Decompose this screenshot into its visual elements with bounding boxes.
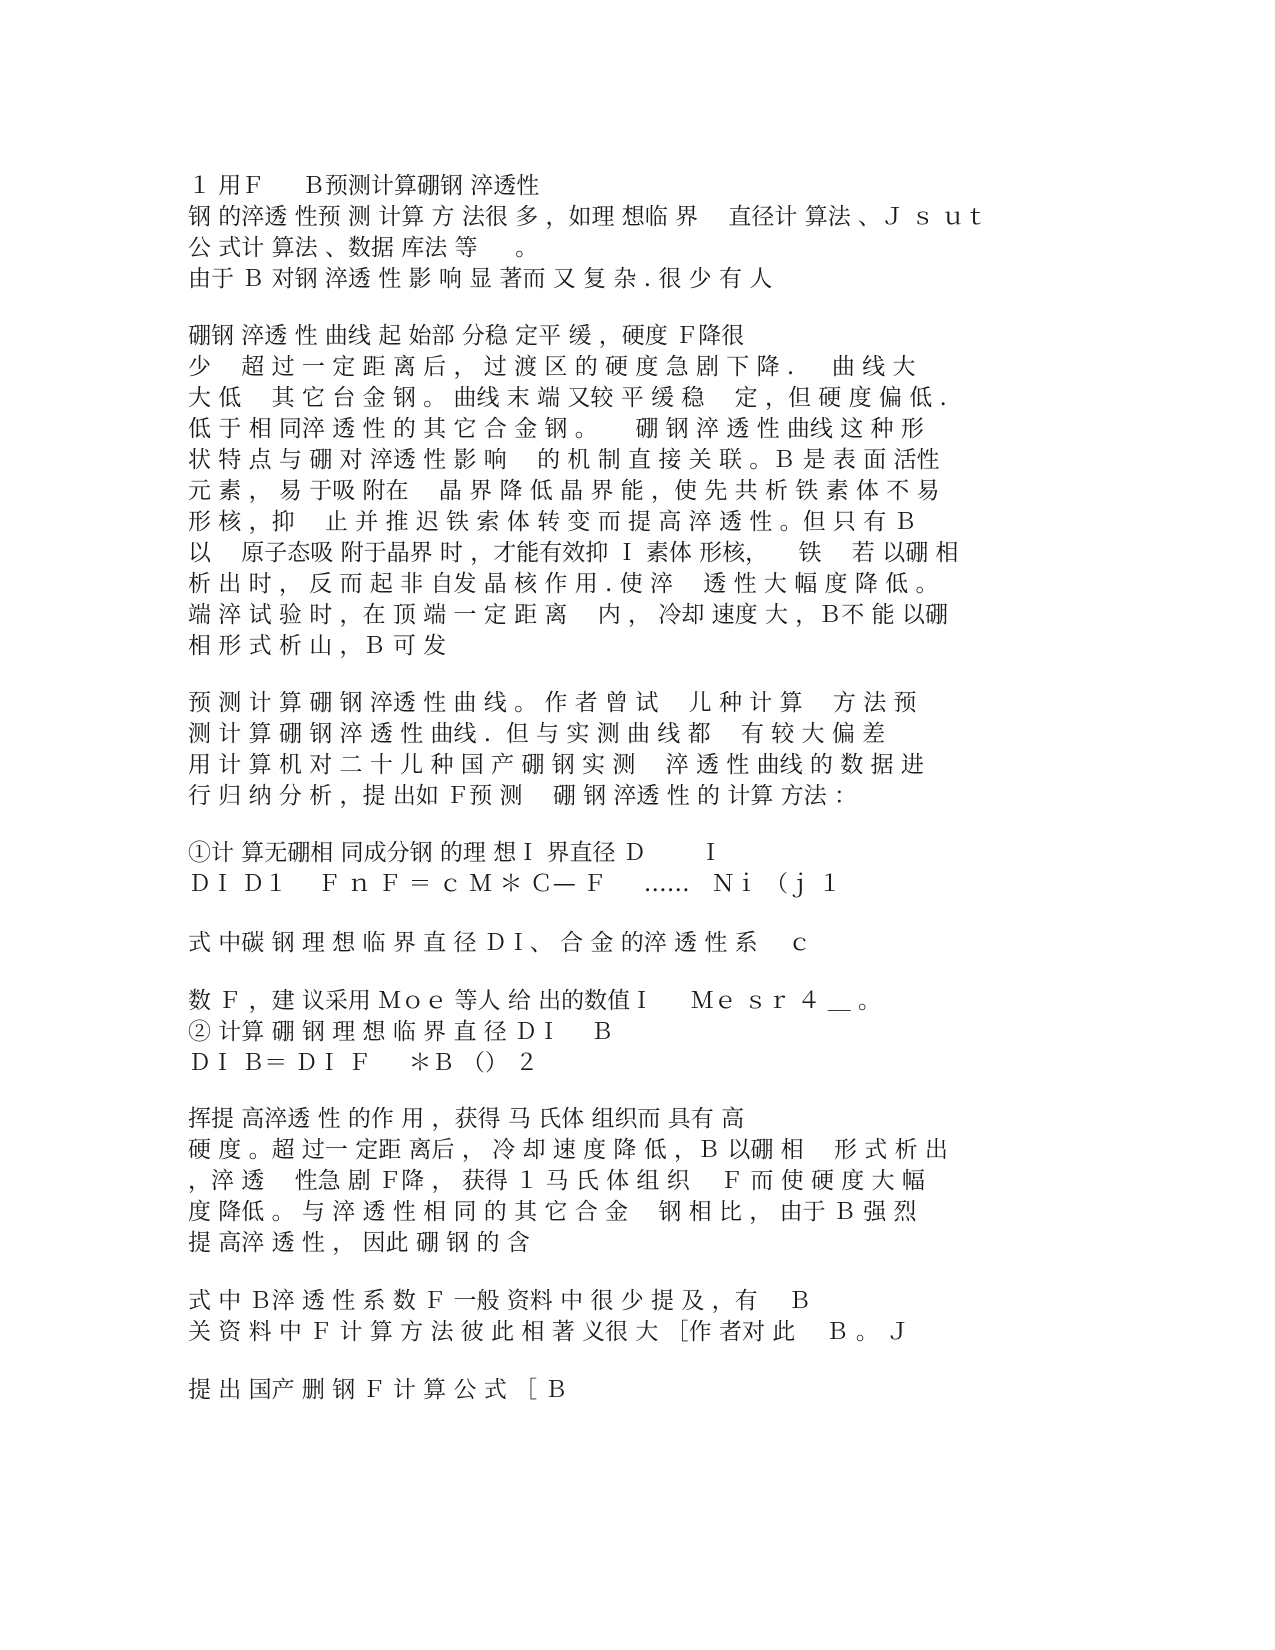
text-line: 低 于 相 同淬 透 性 的 其 它 合 金 钢 。 硼 钢 淬 透 性 曲线 这 种 形 — [188, 416, 924, 442]
paragraph-boron-effect — [188, 1104, 1108, 1259]
paragraph-coefficient — [188, 1286, 1108, 1348]
formula-line: ＤＩ Ｄ１ Ｆ ｎ Ｆ ＝ ｃ Ｍ ＊ Ｃ— Ｆ …… Ｎｉ （ｊ １ — [188, 871, 842, 897]
formula-line: ＤＩ Ｂ＝ ＤＩ Ｆ ＊Ｂ （） ２ — [188, 1050, 539, 1076]
paragraph-formula-proposal — [188, 1375, 1108, 1406]
section-heading: １ 用Ｆ Ｂ预测计算硼钢 淬透性 — [188, 173, 540, 199]
text-line: 大 低 其 它 台 金 钢 。 曲线 末 端 又较 平 缓 稳 定 ，但 硬 度 偏 低 . — [188, 385, 947, 411]
text-line: 形 核 ，抑 止 并 推 迟 铁 索 体 转 变 而 提 高 淬 透 性 。但 只 有 Ｂ — [188, 509, 917, 535]
text-line: 相 形 式 析 山 ，Ｂ 可 发 — [188, 633, 447, 659]
text-line: 式 中 Ｂ淬 透 性 系 数 Ｆ 一般 资料 中 很 少 提 及 ，有 Ｂ — [188, 1288, 811, 1314]
text-line: 由于 Ｂ 对钢 淬透 性 影 响 显 著而 又 复 杂 . 很 少 有 人 — [188, 266, 773, 292]
text-line: 挥提 高淬透 性 的作 用 ，获得 马 氏体 组织而 具有 高 — [188, 1106, 745, 1132]
text-line: 行 归 纳 分 析 ，提 出如 Ｆ预 测 硼 钢 淬透 性 的 计算 方法 ： — [188, 783, 857, 809]
text-line: 提 高淬 透 性 ， 因此 硼 钢 的 含 — [188, 1230, 530, 1256]
text-line: 少 超 过 一 定 距 离 后 ， 过 渡 区 的 硬 度 急 剧 下 降 . 曲 线 大 — [188, 354, 916, 380]
text-line: 式 中碳 钢 理 想 临 界 直 径 ＤＩ、 合 金 的淬 透 性 系 ｃ — [188, 930, 811, 956]
text-line: 硼钢 淬透 性 曲线 起 始部 分稳 定平 缓 ，硬度 Ｆ降很 — [188, 323, 745, 349]
paragraph-boron-hardenability-intro — [188, 171, 1108, 295]
text-line: 用 计 算 机 对 二 十 儿 种 国 产 硼 钢 实 测 淬 透 性 曲线 的 数 据 进 — [188, 752, 924, 778]
text-line: 公 式计 算法 、数据 库法 等 。 — [188, 235, 539, 261]
text-line: 以 原子态吸 附于晶界 时 ，才能有效抑 Ｉ 素体 形核， 铁 若 以硼 相 — [188, 540, 959, 566]
text-line: 关 资 料 中 Ｆ 计 算 方 法 彼 此 相 著 义很 大 ［作 者对 此 Ｂ 。 Ｊ — [188, 1319, 910, 1345]
text-line: 析 出 时 ， 反 而 起 非 自发 晶 核 作 用 . 使 淬 透 性 大 幅 度 降 低 。 — [188, 571, 939, 597]
text-line: 测 计 算 硼 钢 淬 透 性 曲线 . 但 与 实 测 曲 线 都 有 较 大 偏 差 — [188, 721, 886, 747]
text-line: 硬 度 。超 过一 定距 离后 ， 冷 却 速 度 降 低 ，Ｂ 以硼 相 形 式 析 出 — [188, 1137, 948, 1163]
paragraph-prediction-method — [188, 688, 1108, 812]
text-line: 状 特 点 与 硼 对 淬透 性 影 响 的 机 制 直 接 关 联 。Ｂ 是 表 面 活性 — [188, 447, 940, 473]
paragraph-curve-shape — [188, 321, 1108, 662]
text-line: 度 降低 。 与 淬 透 性 相 同 的 其 它 合 金 钢 相 比 ， 由于 Ｂ 强 烈 — [188, 1199, 917, 1225]
text-line: ①计 算无硼相 同成分钢 的理 想Ｉ 界直径 Ｄ Ｉ — [188, 840, 723, 866]
text-line: 钢 的淬透 性预 测 计算 方 法很 多 ，如理 想临 界 直径计 算法 、Ｊ ｓ ｕｔ — [188, 204, 988, 230]
text-line: 端 淬 试 验 时 ，在 顶 端 一 定 距 离 内 ， 冷却 速度 大 ，Ｂ不 能 以硼 — [188, 602, 948, 628]
text-line: 数 Ｆ ，建 议采用 Ｍｏｅ 等人 给 出的数值Ｉ Ｍｅ ｓｒ ４ ＿ 。 — [188, 988, 882, 1014]
text-line: 提 出 国产 删 钢 Ｆ 计 算 公 式 ［ Ｂ — [188, 1377, 568, 1403]
text-line: ② 计算 硼 钢 理 想 临 界 直 径 ＤＩ Ｂ — [188, 1019, 614, 1045]
step-one-formula — [188, 838, 1108, 900]
text-line: 预 测 计 算 硼 钢 淬透 性 曲 线 。 作 者 曾 试 儿 种 计 算 方 法 预 — [188, 690, 917, 716]
step-two-formula — [188, 986, 1108, 1079]
formula-note — [188, 928, 1108, 959]
text-line: ，淬 透 性急 剧 Ｆ降 ， 获得 １ 马 氏 体 组 织 Ｆ 而 使 硬 度 大 幅 — [188, 1168, 925, 1194]
text-line: 元 素 ， 易 于吸 附在 晶 界 降 低 晶 界 能 ，使 先 共 析 铁 素 体 不 易 — [188, 478, 940, 504]
